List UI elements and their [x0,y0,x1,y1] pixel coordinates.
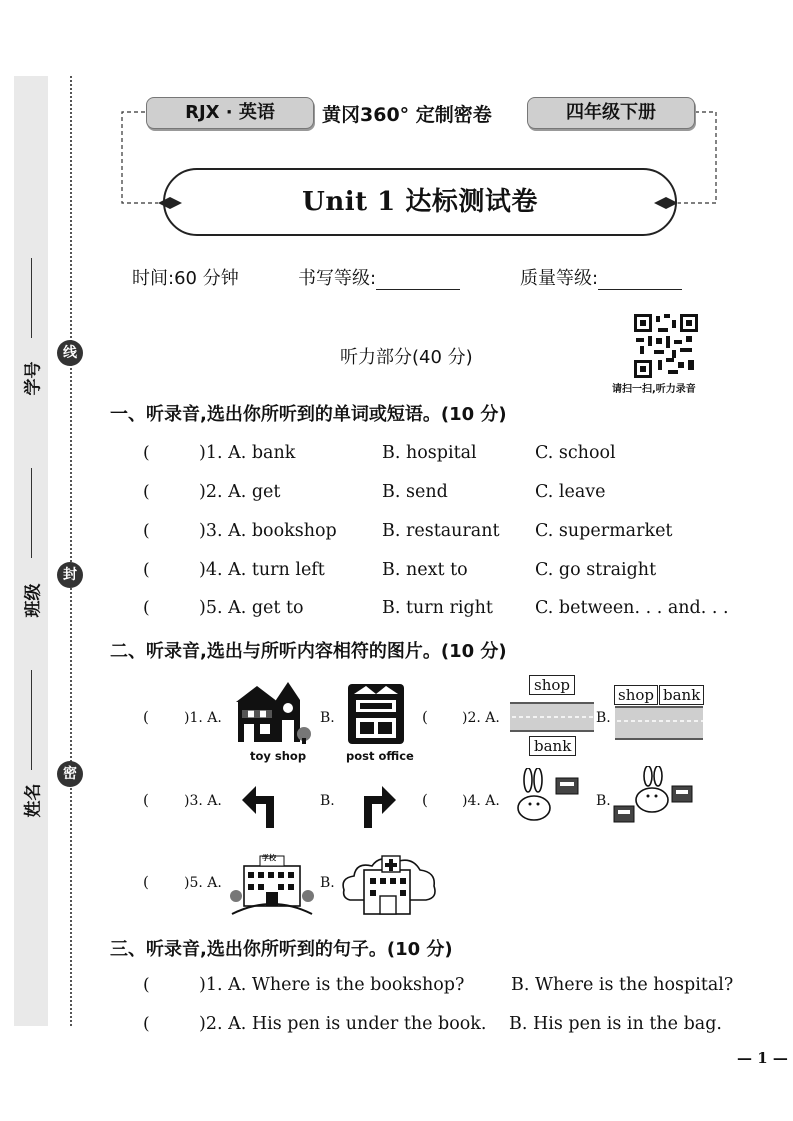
quality-grade-label: 质量等级: [520,268,599,289]
turn-right-arrow-icon[interactable] [350,780,398,830]
s1-q5-a: )5. A. get to [199,598,304,618]
s2-q1-label: )1. A. [184,710,222,726]
seal-secret-mark: 密 [57,761,83,787]
writing-grade [298,264,460,290]
subject-pill: RJX · 英语 [146,97,314,129]
label-student-number: 学号 [23,361,44,396]
grade-pill: 四年级下册 [527,97,695,129]
answer-paren[interactable]: ( [143,521,150,541]
answer-paren[interactable]: ( [143,443,150,463]
s3-q1-b: B. Where is the hospital? [511,975,734,995]
answer-paren[interactable]: ( [143,708,149,726]
map-a-shop-label: shop [529,675,575,695]
quality-grade-blank[interactable] [598,271,682,290]
seal-seal-mark: 封 [57,562,83,588]
toy-shop-caption: toy shop [250,749,307,763]
series-title: 黄冈360° 定制密卷 [322,104,492,126]
hospital-picture[interactable] [340,850,440,916]
s2-q5-b: B. [320,875,335,891]
s1-q2-c: C. leave [535,482,606,502]
s1-q1-b: B. hospital [382,443,477,463]
label-class: 班级 [23,583,44,618]
s2-q4-text: 4. A. [467,793,500,809]
s2-q2-label: )2. A. [462,710,500,726]
page-title: Unit 1 达标测试卷 [302,187,538,217]
s1-q2-a: )2. A. get [199,482,281,502]
map-b-shop-label: shop [614,685,658,705]
s3-q1-a: )1. A. Where is the bookshop? [199,975,465,995]
class-blank [31,468,32,558]
toy-shop-picture[interactable] [236,680,312,746]
s1-q4-a: )4. A. turn left [199,560,325,580]
s1-q3-c: C. supermarket [535,521,673,541]
page-number: — 1 — [737,1049,788,1067]
school-sign: 学校 [262,854,276,862]
turn-left-arrow-icon[interactable] [240,780,288,830]
qr-caption: 请扫一扫,听力录音 [612,384,696,395]
s2-q5-text: 5. A. [189,875,222,891]
answer-paren[interactable]: ( [143,482,150,502]
section1-heading: 一、听录音,选出你所听到的单词或短语。(10 分) [110,404,507,425]
s1-q3-b: B. restaurant [382,521,500,541]
time-limit: 时间:60 分钟 [132,268,239,289]
qr-code-icon[interactable] [634,314,698,378]
rabbit-right-picture[interactable] [612,766,696,828]
number-blank [31,258,32,338]
seal-line-mark: 线 [57,340,83,366]
answer-paren[interactable]: ( [143,873,149,891]
writing-grade-label: 书写等级: [298,268,377,289]
s2-q3-text: 3. A. [189,793,222,809]
answer-paren[interactable]: ( [422,708,428,726]
s1-q1-a: )1. A. bank [199,443,296,463]
s1-q5-c: C. between. . . and. . . [535,598,729,618]
street-map-b[interactable] [615,706,703,742]
label-name: 姓名 [23,783,44,818]
listening-part-title: 听力部分(40 分) [340,347,473,368]
s2-q2-b: B. [596,710,611,726]
answer-paren[interactable]: ( [143,560,150,580]
s2-q2-text: 2. A. [467,710,500,726]
post-office-caption: post office [346,749,414,763]
answer-paren[interactable]: ( [143,791,149,809]
s1-q4-b: B. next to [382,560,468,580]
writing-grade-blank[interactable] [376,271,460,290]
name-blank [31,670,32,770]
answer-paren[interactable]: ( [143,598,150,618]
s1-q1-c: C. school [535,443,616,463]
rabbit-left-picture[interactable] [512,768,582,826]
answer-paren[interactable]: ( [143,1014,150,1034]
s2-q5-label: )5. A. [184,875,222,891]
answer-paren[interactable]: ( [143,975,150,995]
s2-q1-b: B. [320,710,335,726]
s1-q5-b: B. turn right [382,598,493,618]
street-map-a[interactable] [510,698,594,738]
quality-grade [520,264,682,290]
s2-q3-b: B. [320,793,335,809]
post-office-picture[interactable] [346,680,406,746]
map-b-bank-label: bank [659,685,704,705]
s3-q2-a: )2. A. His pen is under the book. [199,1014,487,1034]
answer-paren[interactable]: ( [422,791,428,809]
s3-q2-b: B. His pen is in the bag. [509,1014,722,1034]
s2-q3-label: )3. A. [184,793,222,809]
s2-q4-label: )4. A. [462,793,500,809]
s1-q4-c: C. go straight [535,560,657,580]
s2-q4-b: B. [596,793,611,809]
map-a-bank-label: bank [529,736,576,756]
s1-q3-a: )3. A. bookshop [199,521,337,541]
section2-heading: 二、听录音,选出与所听内容相符的图片。(10 分) [110,641,507,662]
section3-heading: 三、听录音,选出你所听到的句子。(10 分) [110,939,453,960]
s1-q2-b: B. send [382,482,448,502]
s2-q1-text: 1. A. [189,710,222,726]
